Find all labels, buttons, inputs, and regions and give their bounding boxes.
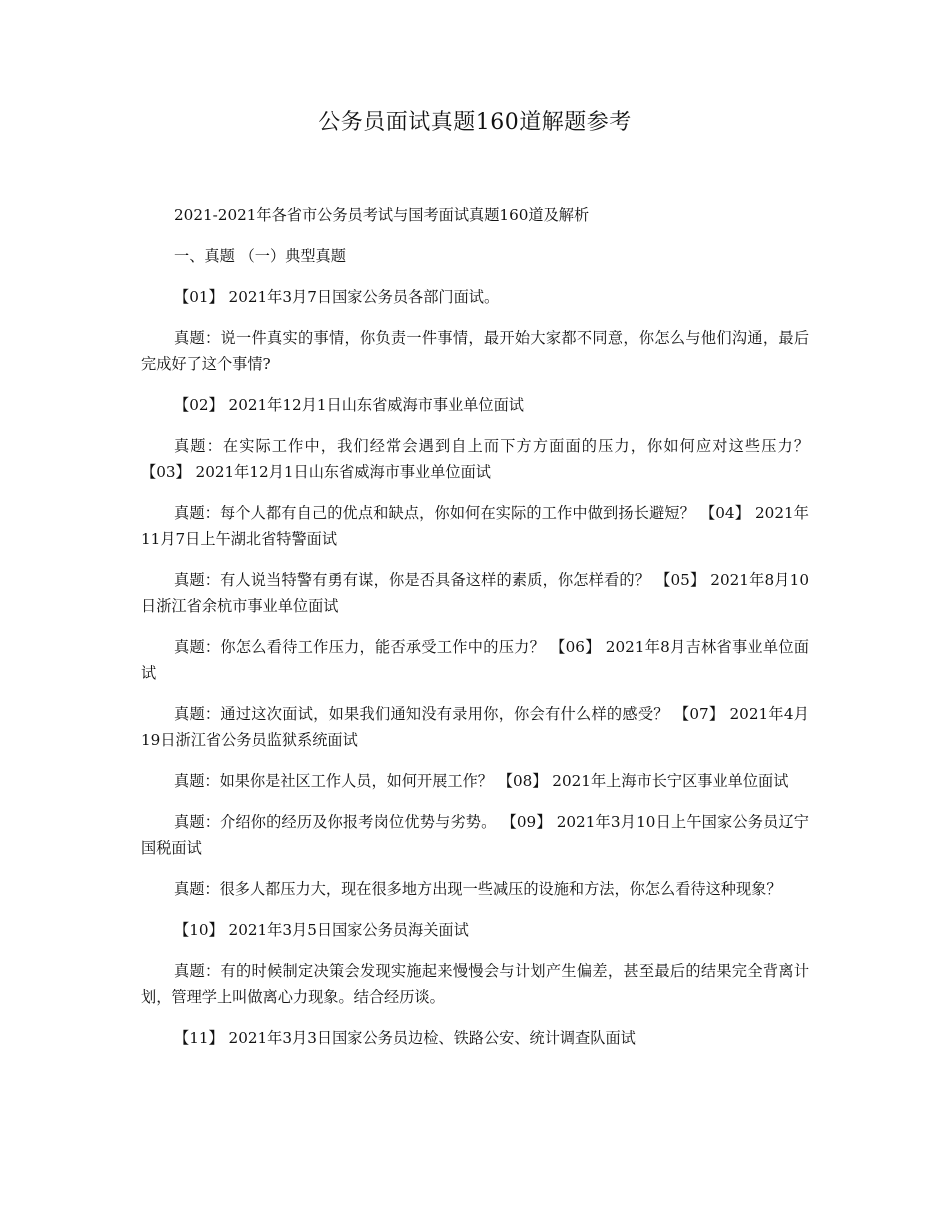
question-text: 真题：有的时候制定决策会发现实施起来慢慢会与计划产生偏差，甚至最后的结果完全背离计划，管理学上叫做离心力现象。结合经历谈。 bbox=[141, 962, 809, 1006]
question-text: 真题：说一件真实的事情，你负责一件事情，最开始大家都不同意，你怎么与他们沟通，最后完成好了这个事情? bbox=[141, 329, 809, 373]
question-text: 真题：如果你是社区工作人员，如何开展工作？ 【08】 2021年上海市长宁区事业单位面试 bbox=[174, 772, 789, 790]
question-text: 真题：介绍你的经历及你报考岗位优势与劣势。 【09】 2021年3月10日上午国家公务员辽宁国税面试 bbox=[141, 813, 809, 857]
question-text: 真题：有人说当特警有勇有谋，你是否具备这样的素质，你怎样看的？ 【05】 2021年8月10日浙江省余杭市事业单位面试 bbox=[141, 571, 809, 615]
question-text: 真题：每个人都有自己的优点和缺点，你如何在实际的工作中做到扬长避短？ 【04】 2021年11月7日上午湖北省特警面试 bbox=[141, 504, 809, 548]
question-text: 真题：很多人都压力大，现在很多地方出现一些减压的设施和方法，你怎么看待这种现象？ bbox=[174, 880, 782, 898]
question-header: 【11】 2021年3月3日国家公务员边检、铁路公安、统计调查队面试 bbox=[174, 1029, 636, 1047]
question-text: 真题：你怎么看待工作压力，能否承受工作中的压力？ 【06】 2021年8月吉林省事业单位面试 bbox=[141, 638, 809, 682]
question-text: 真题：通过这次面试，如果我们通知没有录用你，你会有什么样的感受？ 【07】 2021年4月19日浙江省公务员监狱系统面试 bbox=[141, 705, 809, 749]
question-header: 【01】 2021年3月7日国家公务员各部门面试。 bbox=[174, 288, 500, 306]
question-text: 真题：在实际工作中，我们经常会遇到自上而下方方面面的压力，你如何应对这些压力？ 【03】 2021年12月1日山东省威海市事业单位面试 bbox=[141, 437, 809, 481]
question-header: 【10】 2021年3月5日国家公务员海关面试 bbox=[174, 921, 469, 939]
section-heading: 一、真题 （一）典型真题 bbox=[174, 247, 346, 265]
document-title: 公务员面试真题160道解题参考 bbox=[318, 110, 632, 135]
paragraph: 2021-2021年各省市公务员考试与国考面试真题160道及解析 bbox=[174, 206, 590, 224]
document-body bbox=[141, 202, 809, 1066]
question-header: 【02】 2021年12月1日山东省威海市事业单位面试 bbox=[174, 396, 524, 414]
